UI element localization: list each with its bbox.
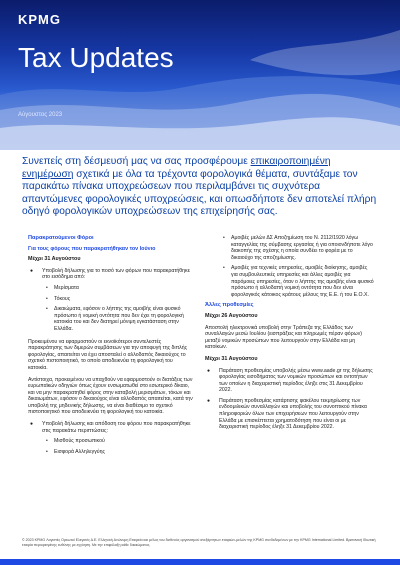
- body-paragraph: Αποστολή ηλεκτρονικά υποβολή στην Τράπεζα της Ελλάδος των συναλλαγών μεσώ Ιουλίου (εισπράξεις και πληρωμές πέραν φόρων) μεταξύ νομικών προσώπων που λειτουργούν στην Ελλάδα και μη κατοίκων.: [205, 324, 363, 351]
- sub-list-item: • Μερίσματα: [28, 285, 193, 292]
- header-banner: [0, 0, 400, 150]
- update-link[interactable]: επικαιροποιημένη ενημέρωση: [22, 156, 331, 180]
- sub-list-item: • Δικαιώματα, εφόσον ο λήπτης της αμοιβής είναι φυσικό πρόσωπο ή νομική οντότητα που δεν έχει τη φορολογική κατοικία του και δεν διατηρεί μόνιμη εγκατάσταση στην Ελλάδα.: [28, 306, 193, 332]
- section-heading-withholding: Παρακρατούμενοι Φόροι: [28, 235, 94, 241]
- deadline-label: Μέχρι 31 Αυγούστου: [205, 355, 258, 362]
- sub-list-item: • Τόκους: [28, 296, 193, 303]
- sub-list-item: • Αμοιβές για τεχνικές υπηρεσίες, αμοιβές διοίκησης, αμοιβές για συμβουλευτικές υπηρεσίες και άλλες αμοιβές για παρόμοιες υπηρεσίες, όταν ο λήπτης της αμοιβής είναι φυσικό πρόσωπο ή αλλοδαπή νομική οντότητα που δεν είναι φορολογικός κάτοικος κράτους μέλους της Ε.Ε. ή του Ε.Ο.Χ.: [205, 265, 375, 298]
- body-paragraph: Προκειμένου να εφαρμοστούν οι εκνοϊκότεροι συντελεστές παρακράτησης των διμερών συμβάσεων για την αποφυγή της διπλής φορολογίας, απαιτείται να έχει αποσταλεί ο αλλοδαπός δικαιούχος το σχετικό πιστοποιητικό, το οποίο αποδεικνύει τη φορολογική του κατοικία.: [28, 338, 188, 371]
- intro-text-end: σχετικά με όλα τα τρέχοντα φορολογικά θέματα, συντάξαμε τον παρακάτω πίνακα υποχρεώσεων που περιλαμβάνει τις συχνότερα απαντώμενες φορολογικές υποχρεώσεις, και οπωσδήποτε δεν αποτελεί πλήρη οδηγό φορολογικών υποχρεώσεων της επιχείρησής σας.: [22, 168, 377, 218]
- body-paragraph: Αντίστοιχα, προκειμένου να υπαχθούν να εφαρμοστούν οι διατάξεις των ευρωπαϊκών οδηγιών όπως έχουν ενσωματωθεί στο εσωτερικό δίκαιο, και να μην παρακρατηθεί φόρος στην καταβολή μερισμάτων, τόκων και δικαιωμάτων, εφόσον ο δικαιούχος είναι αλλοδαπός απαιτείται, κατά την υποβολή της μηδενικής δήλωσης, να είναι διαθέσιμο το σχετικό πιστοποιητικό που αποδεικνύει τη φορολογική του κατοικία.: [28, 376, 193, 416]
- left-column: [28, 235, 193, 459]
- intro-paragraph: [22, 156, 382, 219]
- issue-date: Αύγουστος 2023: [18, 112, 63, 118]
- list-item: ● Υποβολή δήλωσης για το ποσό των φόρων που παρακρατήθηκε στο εισόδημα από:: [28, 268, 193, 281]
- deadline-label: Μέχρι 31 Αυγούστου: [28, 256, 81, 263]
- list-item: ● Παράταση προθεσμίας υποβολής μέσω www.aade.gr της δήλωσης φορολογίας εισοδήματος των νομικών προσώπων και οντοτήτων των οποίων η διαχειριστική περίοδος έληξε στις 31 Δεκεμβρίου 2022.: [205, 368, 375, 394]
- footer-legal-text: © 2023 KPMG Λογιστές Ορκωτοί Ελεγκτές Α.Ε. Ελληνική Ανώνυμη Εταιρεία και μέλος του διεθνούς οργανισμού ανεξάρτητων εταιριών-μελών της KPMG συνδεδεμένων με την KPMG International Limited. Βρετανική Ιδιωτική εταιρία περιορισμένης ευθύνης με εγγύηση. Με την επιφύλαξη κάθε δικαιώματος.: [22, 538, 376, 547]
- section-subheading: Για τους φόρους που παρακρατήθηκαν τον Ιούνιο: [28, 245, 156, 252]
- right-column: [205, 235, 375, 435]
- page-title: Tax Updates: [18, 42, 174, 73]
- deadline-label: Μέχρι 26 Αυγούστου: [205, 312, 258, 319]
- intro-text-start: Συνεπείς στη δέσμευσή μας να σας προσφέρουμε: [22, 156, 251, 167]
- list-item: ● Παράταση προθεσμίας κατάρτισης φακέλου τεκμηρίωσης των ενδοομιλικών συναλλαγών και υποβολής του συνοπτικού πίνακα πληροφοριών όλων των επιχειρήσεων που λειτουργούν στην Ελλάδα με επισκέπτεται χρηματοδότηση που είναι οι με διαχειριστική περίοδος έληξε 31 Δεκεμβρίου 2022.: [205, 398, 375, 431]
- kpmg-logo: KPMG: [18, 12, 61, 27]
- list-item: ● Υποβολή δήλωσης και απόδοση του φόρου που παρακρατήθηκε στις παρακάτω περιπτώσεις:: [28, 421, 193, 434]
- sub-list-item: • Μισθούς προσωπικού: [28, 438, 193, 445]
- sub-list-item: • Αμοιβές μελών ΔΣ Αποζημίωση του Ν. 2112/1920 λόγω καταγγελίας της σύμβασης εργασίας ή για οποιονδήποτε λόγο διακοπής της σχέσης η οποία συνδέει το φορέα με το δικαιούχο της αποζημίωσης.: [205, 235, 375, 261]
- section-heading-other-deadlines: Άλλες προθεσμίες: [205, 302, 254, 309]
- footer-bar: [0, 559, 400, 565]
- sub-list-item: • Εισφορά Αλληλεγγύης: [28, 449, 193, 456]
